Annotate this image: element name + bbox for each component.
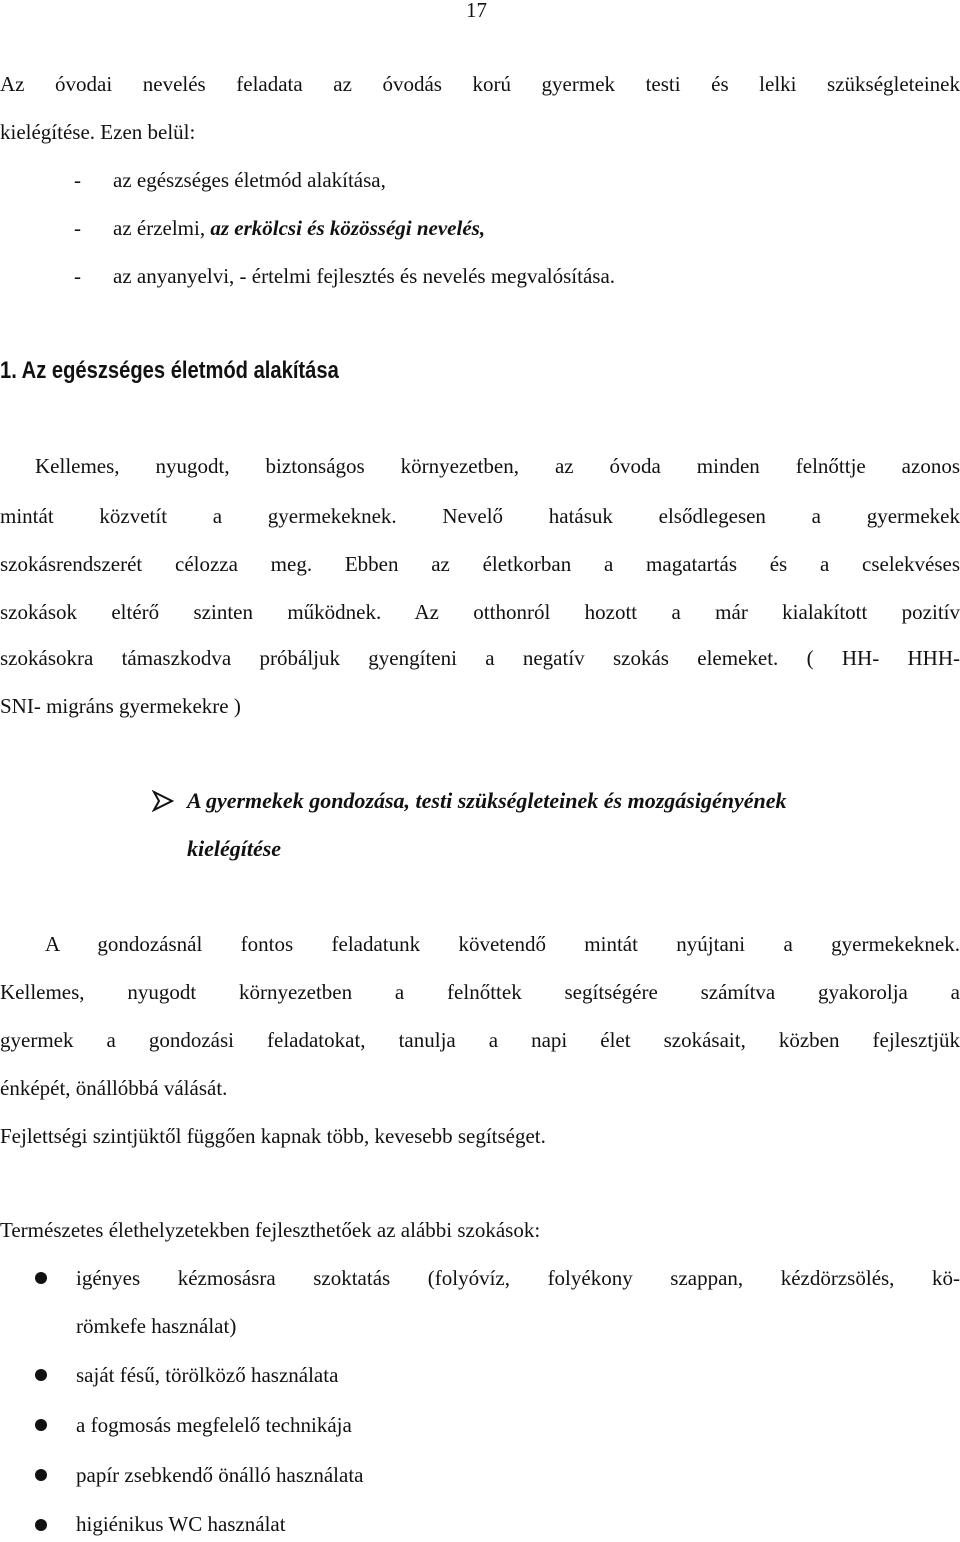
bullet-icon (35, 1519, 47, 1531)
paragraph-line: A gondozásnál fontos feladatunk követendő mintát nyújtani a gyermekeknek. (45, 932, 960, 956)
paragraph-line: szokások eltérő szinten működnek. Az otthonról hozott a már kialakított pozitív (0, 600, 960, 624)
bullet-icon (35, 1369, 47, 1381)
paragraph-line: mintát közvetít a gyermekeknek. Nevelő hatásuk elsődlegesen a gyermekek (0, 504, 960, 528)
paragraph-line: Kellemes, nyugodt környezetben a felnőttek segítségére számítva gyakorolja a (0, 980, 960, 1004)
section-heading: 1. Az egészséges életmód alakítása (0, 357, 339, 384)
paragraph-line: SNI- migráns gyermekekre ) (0, 694, 241, 718)
bullet-icon (35, 1469, 47, 1481)
list-item-text: higiénikus WC használat (76, 1512, 286, 1536)
dash-item-emphasis: az erkölcsi és közösségi nevelés, (210, 216, 486, 240)
paragraph-line: Fejlettségi szintjüktől függően kapnak több, kevesebb segítséget. (0, 1124, 546, 1148)
paragraph-line: énképét, önállóbbá válását. (0, 1076, 228, 1100)
dash-marker: - (74, 216, 81, 240)
paragraph-line: szokásrendszerét célozza meg. Ebben az életkorban a magatartás és a cselekvéses (0, 552, 960, 576)
paragraph-line: szokásokra támaszkodva próbáljuk gyengíteni a negatív szokás elemeket. ( HH- HHH- (0, 646, 960, 670)
subsection-heading-line-2: kielégítése (187, 836, 282, 861)
dash-marker: - (74, 264, 81, 288)
arrowhead-bullet-icon (152, 790, 174, 812)
paragraph-line: Kellemes, nyugodt, biztonságos környezetben, az óvoda minden felnőttje azonos (35, 454, 960, 478)
bullet-icon (35, 1272, 47, 1284)
dash-item-plain: az érzelmi, (113, 216, 211, 240)
dash-marker: - (74, 168, 81, 192)
bullet-icon (35, 1419, 47, 1431)
habits-intro: Természetes élethelyzetekben fejleszthetőek az alábbi szokások: (0, 1218, 541, 1242)
page-number: 17 (466, 0, 487, 22)
list-item-text-continued: römkefe használat) (76, 1314, 237, 1338)
paragraph-line: gyermek a gondozási feladatokat, tanulja a napi élet szokásait, közben fejlesztjük (0, 1028, 960, 1052)
dash-item-text: az egészséges életmód alakítása, (113, 168, 386, 192)
dash-item-text (113, 218, 485, 239)
list-item-text: a fogmosás megfelelő technikája (76, 1413, 352, 1437)
dash-item-text: az anyanyelvi, - értelmi fejlesztés és nevelés megvalósítása. (113, 264, 616, 288)
list-item-text: igényes kézmosásra szoktatás (folyóvíz, folyékony szappan, kézdörzsölés, kö- (76, 1266, 960, 1290)
subsection-heading-line-1: A gyermekek gondozása, testi szükségleteinek és mozgásigényének (187, 788, 787, 813)
intro-line-1: Az óvodai nevelés feladata az óvodás korú gyermek testi és lelki szükségleteinek (0, 72, 960, 96)
list-item-text: papír zsebkendő önálló használata (76, 1463, 364, 1487)
list-item-text: saját fésű, törölköző használata (76, 1363, 339, 1387)
intro-line-2: kielégítése. Ezen belül: (0, 120, 196, 144)
